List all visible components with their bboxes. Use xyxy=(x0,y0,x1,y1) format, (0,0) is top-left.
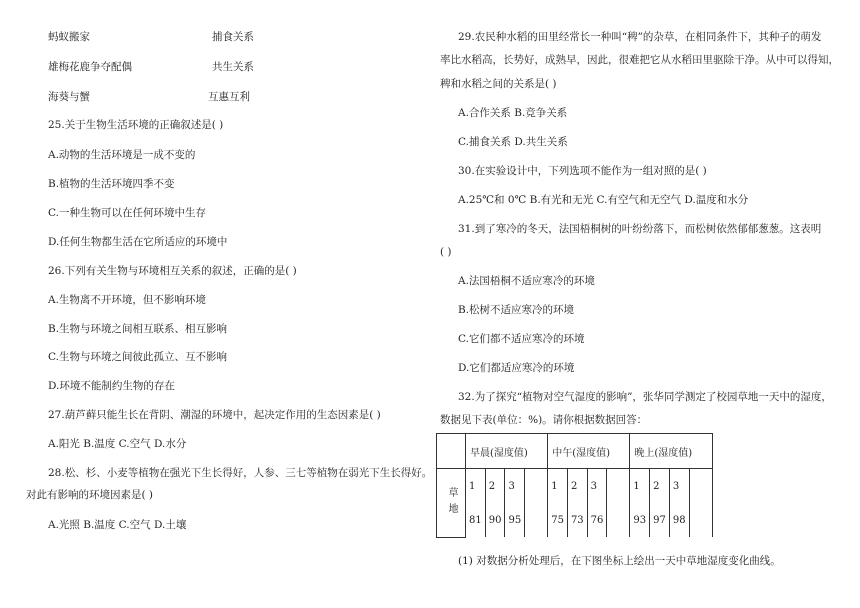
table-cell: 3 xyxy=(505,469,525,504)
table-cell: 98 xyxy=(669,503,689,537)
question-29-stem-cont: 率比水稻高，长势好，成熟早，因此，很难把它从水稻田里驱除干净。从中可以得知， xyxy=(440,54,839,66)
pair-left: 雄梅花鹿争夺配偶 xyxy=(48,61,132,73)
option: A.动物的生活环境是一成不变的 xyxy=(48,149,196,161)
table-cell xyxy=(689,469,712,504)
table-row xyxy=(437,503,713,537)
table-group-header: 早晨(湿度值) xyxy=(466,434,548,469)
pair-right: 捕食关系 xyxy=(212,31,254,43)
question-29-stem-cont: 稗和水稻之间的关系是( ) xyxy=(440,78,557,90)
question-29-stem: 29.农民种水稻的田里经常长一种叫“稗”的杂草，在相同条件下，其种子的萌发 xyxy=(458,31,822,43)
option-row: A.光照 B.温度 C.空气 D.土壤 xyxy=(48,519,187,531)
table-group-header: 中午(湿度值) xyxy=(548,434,630,469)
table-row-header: 草地 xyxy=(437,469,466,538)
pair-right: 共生关系 xyxy=(212,61,254,73)
table-cell: 81 xyxy=(466,503,486,537)
table-header-row xyxy=(437,434,713,469)
option: B.松树不适应寒冷的环境 xyxy=(458,304,575,316)
table-cell xyxy=(607,469,630,504)
table-cell: 2 xyxy=(485,469,505,504)
table-cell xyxy=(607,503,630,537)
question-25-stem: 25.关于生物生活环境的正确叙述是( ) xyxy=(48,119,224,131)
table-cell: 95 xyxy=(505,503,525,537)
table-cell: 2 xyxy=(567,469,587,504)
table-cell: 76 xyxy=(587,503,607,537)
question-28-stem: 28.松、杉、小麦等植物在强光下生长得好，人参、三七等植物在弱光下生长得好。 xyxy=(48,467,433,479)
table-cell: 2 xyxy=(650,469,670,504)
table-corner xyxy=(437,434,466,469)
question-30-stem: 30.在实验设计中，下列选项不能作为一组对照的是( ) xyxy=(458,165,707,177)
table-cell xyxy=(689,503,712,537)
option: C.生物与环境之间彼此孤立、互不影响 xyxy=(48,351,227,363)
option: B.生物与环境之间相互联系、相互影响 xyxy=(48,323,228,335)
table-cell: 73 xyxy=(567,503,587,537)
question-32-stem: 32.为了探究“植物对空气湿度的影响”，张华同学测定了校园草地一天中的湿度， xyxy=(458,391,832,403)
table-cell: 1 xyxy=(630,469,650,504)
pair-right: 互惠互利 xyxy=(208,91,250,103)
table-cell xyxy=(525,469,548,504)
table-row xyxy=(437,469,713,504)
option-row: A.合作关系 B.竞争关系 xyxy=(458,107,568,119)
table-cell: 75 xyxy=(548,503,568,537)
option-row: A.25℃和 0℃ B.有光和无光 C.有空气和无空气 D.温度和水分 xyxy=(458,194,749,206)
table-cell: 93 xyxy=(630,503,650,537)
table-group-header: 晚上(湿度值) xyxy=(630,434,712,469)
table-cell: 3 xyxy=(587,469,607,504)
humidity-table xyxy=(436,433,713,538)
table-cell: 97 xyxy=(650,503,670,537)
option: A.法国梧桐不适应寒冷的环境 xyxy=(458,275,595,287)
option-row: A.阳光 B.温度 C.空气 D.水分 xyxy=(48,438,187,450)
question-28-stem-cont: 对此有影响的环境因素是( ) xyxy=(26,489,154,501)
question-32-sub1: (1) 对数据分析处理后，在下图坐标上绘出一天中草地湿度变化曲线。 xyxy=(458,555,781,567)
option: A.生物离不开环境，但不影响环境 xyxy=(48,294,206,306)
option: B.植物的生活环境四季不变 xyxy=(48,178,175,190)
question-31-stem-cont: ( ) xyxy=(440,246,452,258)
table-cell: 3 xyxy=(669,469,689,504)
table-cell: 1 xyxy=(466,469,486,504)
question-27-stem: 27.葫芦藓只能生长在背阴、潮湿的环境中，起决定作用的生态因素是( ) xyxy=(48,409,381,421)
table-cell xyxy=(525,503,548,537)
option-row: C.捕食关系 D.共生关系 xyxy=(458,136,568,148)
option: D.环境不能制约生物的存在 xyxy=(48,380,175,392)
pair-left: 海葵与蟹 xyxy=(48,91,90,103)
option: D.它们都适应寒冷的环境 xyxy=(458,362,575,374)
question-26-stem: 26.下列有关生物与环境相互关系的叙述，正确的是( ) xyxy=(48,265,297,277)
pair-left: 蚂蚁搬家 xyxy=(48,31,90,43)
question-31-stem: 31.到了寒冷的冬天，法国梧桐树的叶纷纷落下，而松树依然郁郁葱葱。这表明 xyxy=(458,223,822,235)
table-cell: 90 xyxy=(485,503,505,537)
question-32-stem-cont: 数据见下表(单位：%)。请你根据数据回答： xyxy=(440,414,648,426)
option: D.任何生物都生活在它所适应的环境中 xyxy=(48,236,228,248)
table-cell: 1 xyxy=(548,469,568,504)
option: C.它们都不适应寒冷的环境 xyxy=(458,333,585,345)
option: C.一种生物可以在任何环境中生存 xyxy=(48,207,206,219)
